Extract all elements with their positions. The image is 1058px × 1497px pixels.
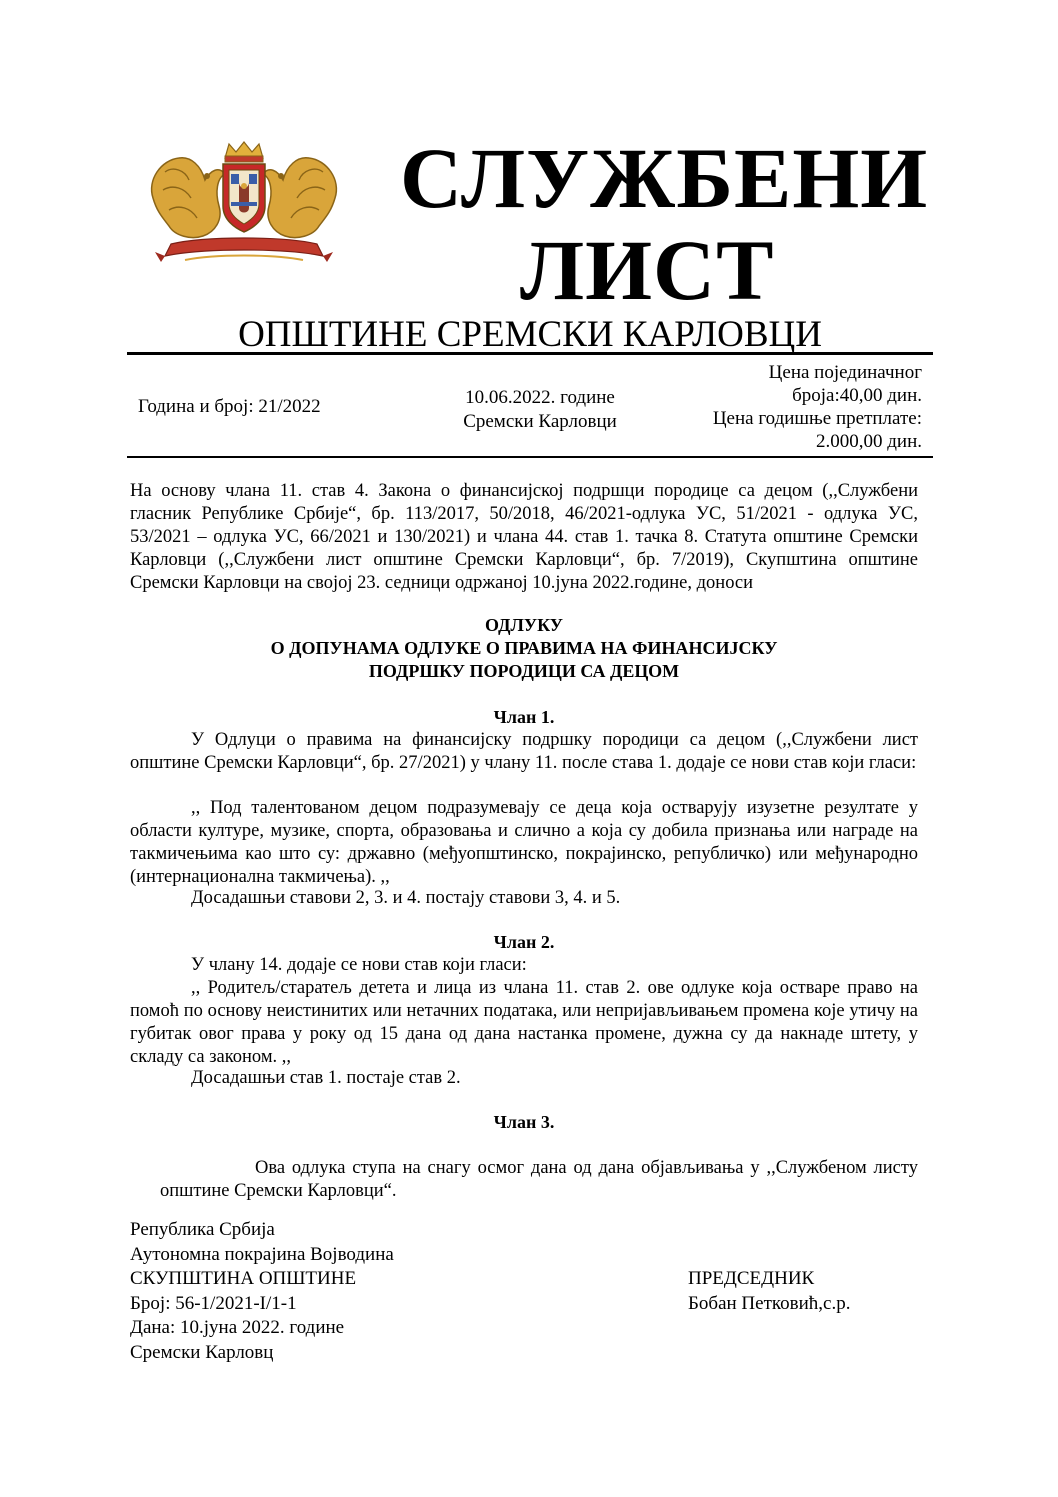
article-1-paragraph: Досадашњи ставови 2, 3. и 4. постају ставови 3, 4. и 5. [191, 888, 621, 908]
preamble-paragraph: На основу члана 11. став 4. Закона о финансијској подршци породице са децом (,,Службени гласник Републике Србије“, бр. 113/2017, 50/2018, 46/2021-одлука УС, 51/2021 - одлука УС, 53/2021 – одлука УС, 66/2021 и 130/2021) и члана 44. став 1. тачка 8. Статута општине Сремски Карловци (,,Службени лист општине Сремски Карловци“, бр. 7/2019), Скупштина општине Сремски Карловци на својој 23. седници одржаној 10.јуна 2022.године, доноси [130, 481, 918, 593]
price-block [690, 361, 922, 453]
article-1-paragraph: У Одлуци о правима на финансијску подршку породици са децом (,,Службени лист општине Сремски Карловци“, бр. 27/2021) у члану 11. после става 1. додаје се нови став који гласи: [130, 730, 918, 773]
price-line: броја:40,00 дин. [792, 385, 922, 406]
article-1-paragraph: ,, Под талентованом децом подразумевају се деца која остварују изузетне резултате у области културе, музике, спорта, образовања и слично а која су добила признања или награде на такмичењима као што су: државно (међуопштинско, покрајинско, републичко) или међународно (интернационална такмичења). ,, [130, 798, 918, 887]
decision-title: ОДЛУКУ [484, 615, 563, 635]
decision-subtitle-line-2: ПОДРШКУ ПОРОДИЦИ СА ДЕЦОМ [368, 661, 680, 681]
issuer-line: Дана: 10.јуна 2022. године [130, 1317, 345, 1338]
signatory-title: ПРЕДСЕДНИК [688, 1268, 815, 1289]
masthead-title-line-1: СЛУЖБЕНИ [400, 130, 929, 226]
article-3-heading: Члан 3. [493, 1112, 555, 1132]
issuer-block [130, 1218, 394, 1365]
coat-of-arms-icon [145, 140, 343, 268]
issue-date-block [440, 386, 640, 434]
decision-subtitle-line-1: О ДОПУНАМА ОДЛУКЕ О ПРАВИМА НА ФИНАНСИЈСКУ [270, 638, 778, 658]
issuer-line: Сремски Карловц [130, 1341, 274, 1363]
issuer-line: Аутономна покрајина Војводина [130, 1243, 394, 1265]
issue-date: 10.06.2022. године [465, 387, 615, 408]
masthead-divider-bottom [127, 456, 933, 458]
issuer-line: Број: 56-1/2021-I/1-1 [130, 1292, 297, 1314]
price-line: 2.000,00 дин. [815, 431, 922, 452]
issuer-line: СКУПШТИНА ОПШТИНЕ [130, 1268, 357, 1289]
masthead-subtitle: ОПШТИНЕ СРЕМСКИ КАРЛОВЦИ [238, 314, 822, 355]
article-3-paragraph: Ова одлука ступа на снагу осмог дана од дана објављивања у ,,Службеном листу општине Сремски Карловци“. [160, 1158, 918, 1201]
article-2-paragraph: ,, Родитељ/старатељ детета и лица из члана 11. став 2. ове одлуке која остваре право на помоћ по основу неистинитих или нетачних података, или непријављивањем промена које утичу на губитак овог права у року од 15 дана од дана настанка промене, дужна су да накнаде штету, у складу са законом. ,, [130, 978, 918, 1067]
issue-number: Година и број: 21/2022 [138, 396, 321, 417]
issue-place: Сремски Карловци [463, 411, 617, 432]
article-2-paragraph: У члану 14. додаје се нови став који гласи: [191, 955, 527, 975]
price-line: Цена годишње претплате: [712, 408, 922, 429]
price-line: Цена појединачног [768, 362, 922, 383]
signatory-name: Бобан Петковић,с.р. [688, 1292, 851, 1314]
signatory-block [688, 1267, 850, 1316]
article-2-paragraph: Досадашњи став 1. постаје став 2. [191, 1068, 461, 1088]
masthead-title-line-2: ЛИСТ [520, 222, 775, 318]
masthead-divider-top [127, 352, 933, 355]
article-1-heading: Члан 1. [493, 707, 555, 727]
article-2-heading: Члан 2. [493, 932, 555, 952]
issuer-line: Република Србија [130, 1219, 275, 1240]
